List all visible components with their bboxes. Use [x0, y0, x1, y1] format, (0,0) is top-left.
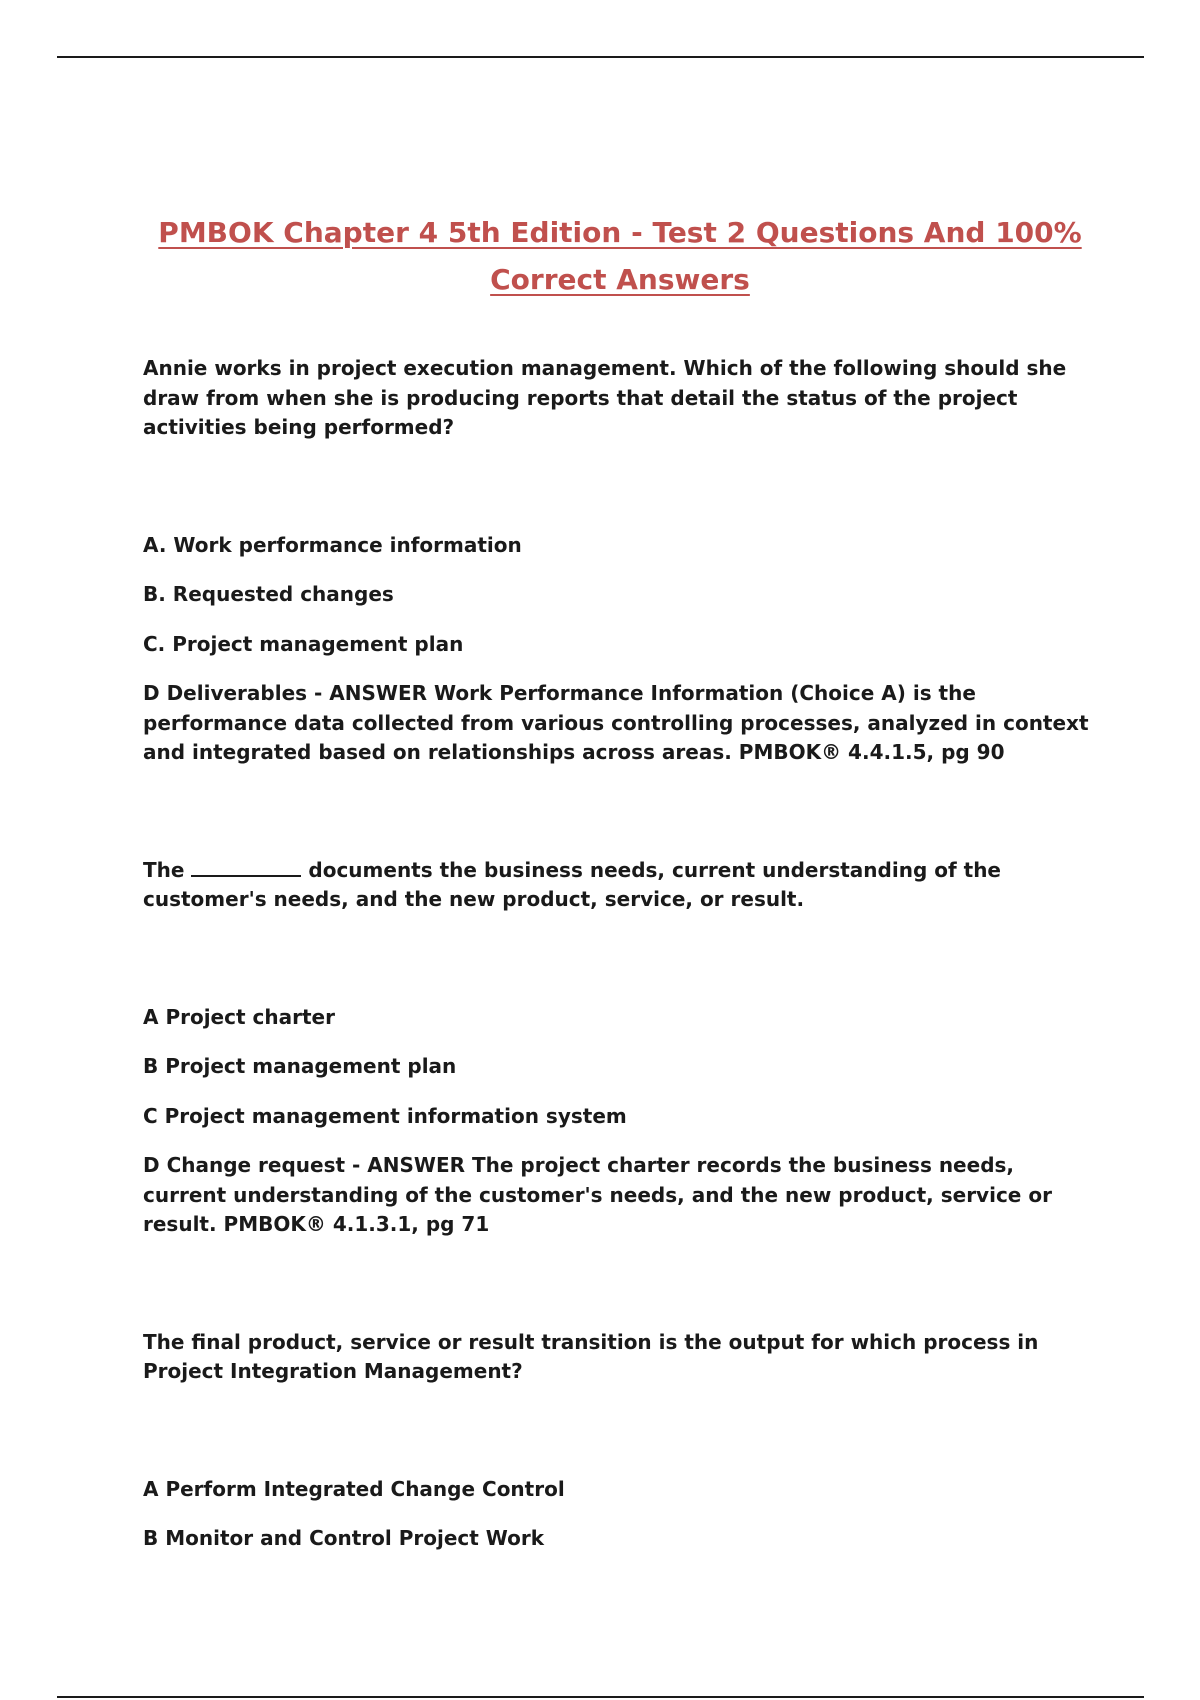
fill-in-blank	[191, 859, 301, 877]
question-text	[143, 856, 1093, 915]
answer-explanation: D Change request - ANSWER The project charter records the business needs, current understanding of the customer's needs, and the new product, service or result. PMBOK® 4.1.3.1, pg 71	[143, 1153, 1052, 1236]
answer-explanation: D Deliverables - ANSWER Work Performance Information (Choice A) is the performance data collected from various controlling processes, analyzed in context and integrated based on relationships across areas. PMBOK® 4.4.1.5, pg 90	[143, 681, 1089, 764]
answer-option: A Project charter	[143, 1004, 335, 1029]
answer-option: B Project management plan	[143, 1054, 457, 1078]
answer-option: C. Project management plan	[143, 631, 464, 656]
question-text: Annie works in project execution management. Which of the following should she draw from when she is producing reports that detail the status of the project activities being performed?	[143, 356, 1067, 439]
footer-rule	[57, 1696, 1144, 1698]
question-text-end: documents the business needs, current understanding of the customer's needs, and the new product, service, or result.	[143, 857, 1001, 911]
answer-option: A. Work performance information	[143, 532, 522, 557]
answer-option: C Project management information system	[143, 1103, 627, 1128]
answer-option: A Perform Integrated Change Control	[143, 1476, 565, 1501]
document-body	[143, 354, 1093, 1574]
header-rule	[57, 56, 1144, 58]
answer-option: B Monitor and Control Project Work	[143, 1526, 545, 1550]
question-text-start: The	[143, 857, 185, 882]
answer-option: B. Requested changes	[143, 582, 394, 606]
document-title: PMBOK Chapter 4 5th Edition - Test 2 Questions And 100% Correct Answers	[158, 215, 1082, 296]
question-text: The final product, service or result transition is the output for which process in Project Integration Management?	[143, 1329, 1039, 1383]
